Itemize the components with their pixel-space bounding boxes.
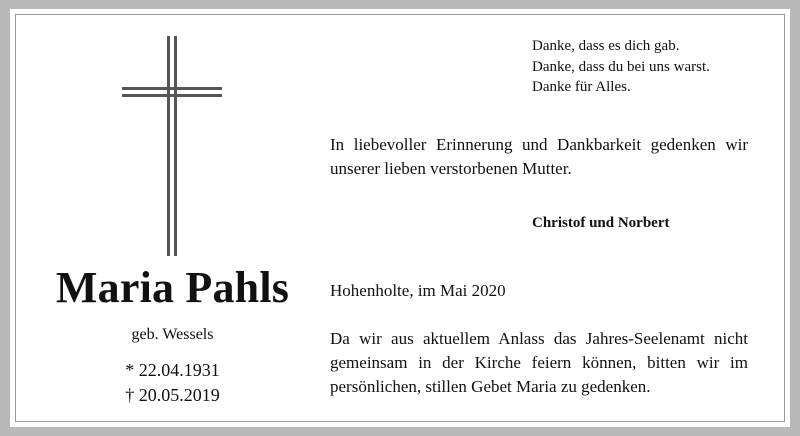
deceased-block [30,262,315,408]
poem-block [532,36,710,98]
poem-line: Danke, dass es dich gab. [532,38,680,54]
poem-line: Danke, dass du bei uns warst. [532,58,710,75]
death-date: † 20.05.2019 [125,385,220,405]
life-dates [30,358,315,408]
cross-icon [122,36,222,256]
deceased-name: Maria Pahls [55,263,290,312]
notice-text: Da wir aus aktuellem Anlass das Jahres-Seelenamt nicht gemeinsam in der Kirche feiern können, bitten wir im persönlichen, stillen Gebet Maria zu gedenken. [330,329,748,396]
birth-name: geb. Wessels [131,326,214,343]
birth-date: * 22.04.1931 [125,360,220,380]
signature: Christof und Norbert [532,215,670,231]
poem-line: Danke für Alles. [532,79,631,95]
remembrance-text: In liebevoller Erinnerung und Dankbarkeit gedenken wir unserer lieben verstorbenen Mutter. [330,135,748,178]
place-date: Hohenholte, im Mai 2020 [330,281,506,300]
